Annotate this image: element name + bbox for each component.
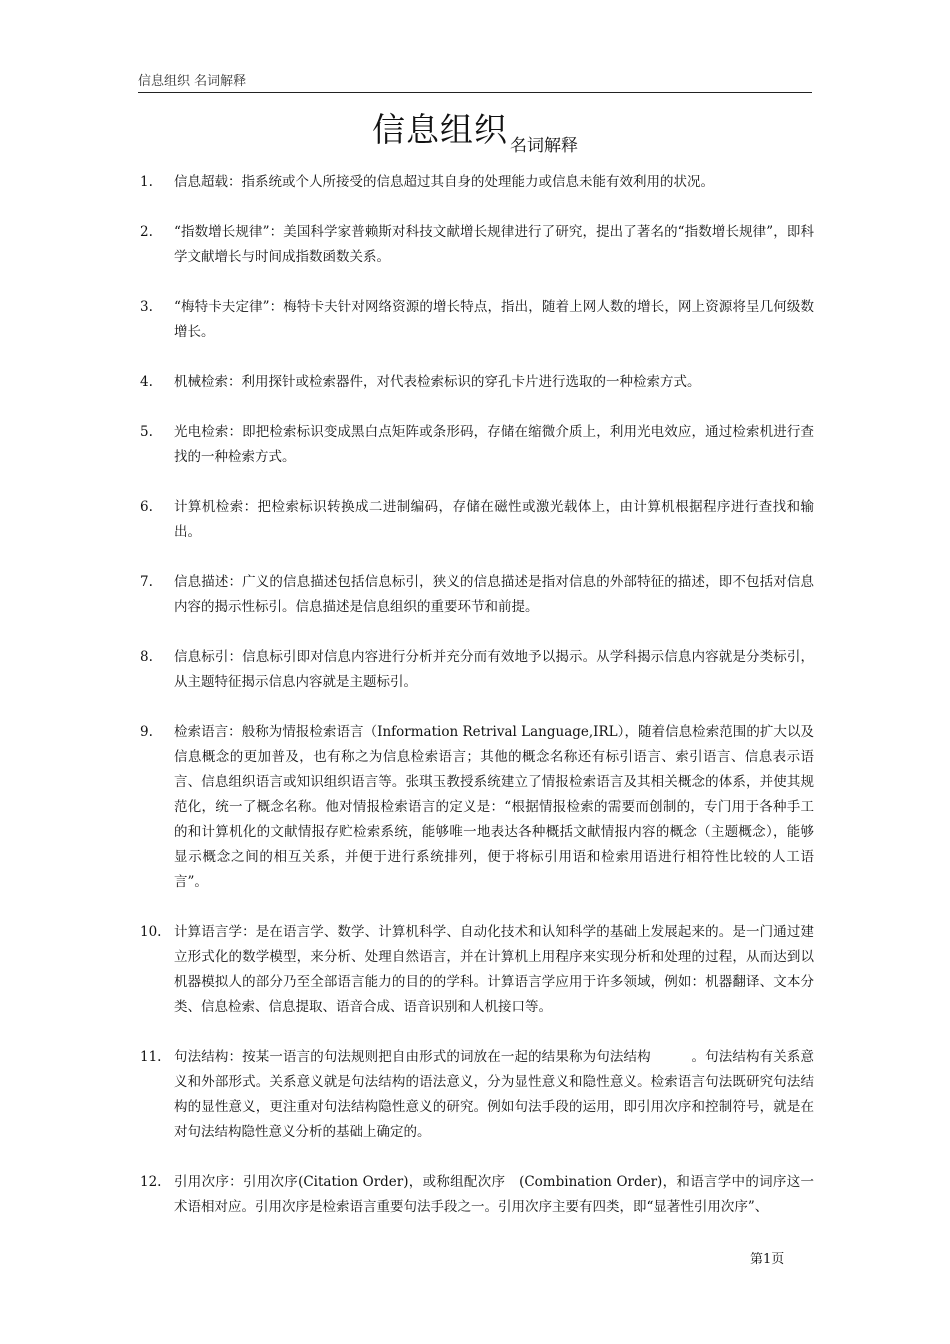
list-item [138, 570, 814, 620]
item-number: 12. [140, 1174, 162, 1190]
title-subtitle: 名词解释 [510, 136, 578, 156]
item-text: 信息超载：指系统或个人所接受的信息超过其自身的处理能力或信息未能有效利用的状况。 [174, 174, 714, 190]
item-text: 计算机检索：把检索标识转换成二进制编码，存储在磁性或激光载体上，由计算机根据程序进行查找和输出。 [174, 499, 814, 540]
running-header: 信息组织 名词解释 [138, 70, 812, 93]
list-item [138, 1170, 814, 1220]
list-item [138, 1045, 814, 1145]
title-main: 信息组织 [372, 110, 508, 149]
item-text: 信息描述：广义的信息描述包括信息标引，狭义的信息描述是指对信息的外部特征的描述，即不包括对信息内容的揭示性标引。信息描述是信息组织的重要环节和前提。 [174, 574, 814, 615]
list-item [138, 720, 814, 895]
list-item [138, 370, 814, 395]
item-number: 1. [140, 174, 153, 190]
list-item [138, 645, 814, 695]
item-text: 句法结构：按某一语言的句法规则把自由形式的词放在一起的结果称为句法结构 。句法结构有关系意义和外部形式。关系意义就是句法结构的语法意义，分为显性意义和隐性意义。检索语言句法既研究句法结构的显性意义，更注重对句法结构隐性意义的研究。例如句法手段的运用，即引用次序和控制符号，就是在对句法结构隐性意义分析的基础上确定的。 [174, 1049, 814, 1140]
item-number: 8. [140, 649, 153, 665]
item-text: 引用次序：引用次序(Citation Order)，或称组配次序 (Combination Order)，和语言学中的词序这一术语相对应。引用次序是检索语言重要句法手段之一。引用次序主要有四类，即“显著性引用次序”、 [174, 1174, 814, 1215]
item-number: 4. [140, 374, 153, 390]
item-number: 9. [140, 724, 153, 740]
definition-list [138, 170, 814, 1245]
item-number: 11. [140, 1049, 162, 1065]
item-number: 3. [140, 299, 153, 315]
list-item [138, 295, 814, 345]
document-title [0, 104, 950, 156]
list-item [138, 170, 814, 195]
item-text: 计算语言学：是在语言学、数学、计算机科学、自动化技术和认知科学的基础上发展起来的。是一门通过建立形式化的数学模型，来分析、处理自然语言，并在计算机上用程序来实现分析和处理的过程，从而达到以机器模拟人的部分乃至全部语言能力的目的的学科。计算语言学应用于许多领域，例如：机器翻译、文本分类、信息检索、信息提取、语音合成、语音识别和人机接口等。 [174, 924, 814, 1015]
item-number: 2. [140, 224, 153, 240]
item-number: 10. [140, 924, 162, 940]
item-text: 信息标引：信息标引即对信息内容进行分析并充分而有效地予以揭示。从学科揭示信息内容就是分类标引，从主题特征揭示信息内容就是主题标引。 [174, 649, 814, 690]
item-number: 7. [140, 574, 153, 590]
item-text: 机械检索：利用探针或检索器件，对代表检索标识的穿孔卡片进行选取的一种检索方式。 [174, 374, 701, 390]
list-item [138, 220, 814, 270]
item-text: 光电检索：即把检索标识变成黑白点矩阵或条形码，存储在缩微介质上，利用光电效应，通过检索机进行查找的一种检索方式。 [174, 424, 814, 465]
list-item [138, 420, 814, 470]
item-number: 6. [140, 499, 153, 515]
list-item [138, 495, 814, 545]
item-number: 5. [140, 424, 153, 440]
item-text: 检索语言：般称为情报检索语言（Information Retrival Language,IRL），随着信息检索范围的扩大以及信息概念的更加普及，也有称之为信息检索语言；其他的概念名称还有标引语言、索引语言、信息表示语言、信息组织语言或知识组织语言等。张琪玉教授系统建立了情报检索语言及其相关概念的体系，并使其规范化，统一了概念名称。他对情报检索语言的定义是：“根据情报检索的需要而创制的，专门用于各种手工的和计算机化的文献情报存贮检索系统，能够唯一地表达各种概括文献情报内容的概念（主题概念），能够显示概念之间的相互关系，并便于进行系统排列，便于将标引用语和检索用语进行相符性比较的人工语言”。 [174, 724, 814, 890]
list-item [138, 920, 814, 1020]
page-number: 第1页 [750, 1252, 785, 1267]
item-text: “指数增长规律”：美国科学家普赖斯对科技文献增长规律进行了研究，提出了著名的“指数增长规律”，即科学文献增长与时间成指数函数关系。 [174, 224, 814, 265]
item-text: “梅特卡夫定律”：梅特卡夫针对网络资源的增长特点，指出，随着上网人数的增长，网上资源将呈几何级数增长。 [174, 299, 814, 340]
